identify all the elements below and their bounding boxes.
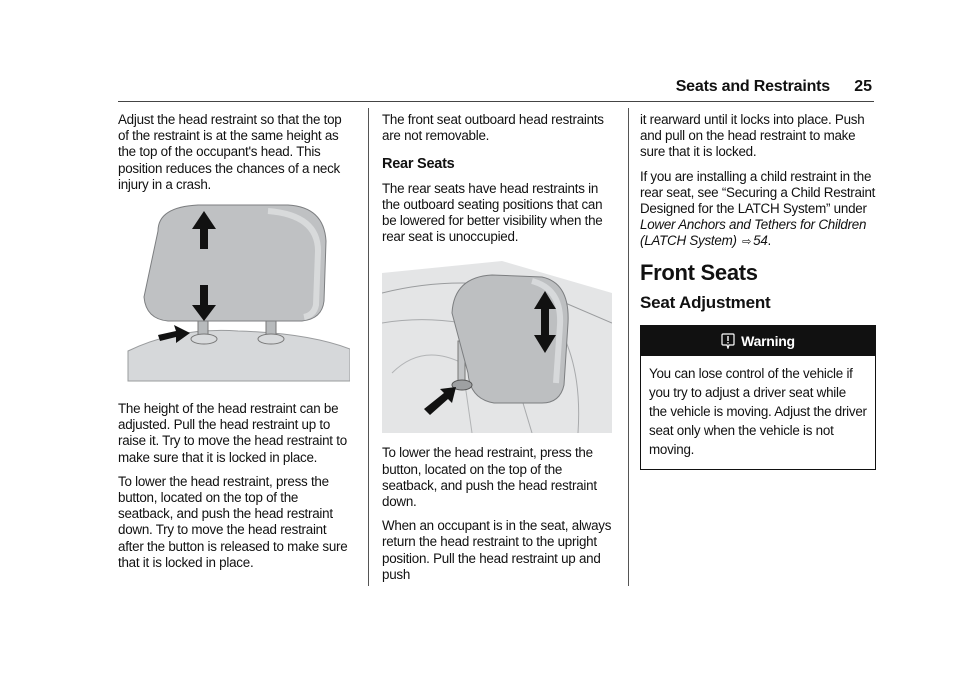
column-divider: [368, 108, 369, 586]
header-rule: [118, 101, 874, 102]
head-restraint-front-illustration: [118, 201, 350, 389]
column-1: [118, 112, 350, 579]
column-divider: [628, 108, 629, 586]
sentence-end: .: [767, 233, 772, 249]
page-number: 25: [854, 78, 872, 95]
warning-box: [640, 325, 876, 470]
cross-reference-page: 54: [753, 233, 768, 249]
paragraph: Adjust the head restraint so that the top of the restraint is at the same height as the top of the occupant's head. This position reduces the chances of a neck injury in a crash.: [118, 112, 342, 192]
paragraph: To lower the head restraint, press the button, located on the top of the seatback, and push the head restraint down.: [382, 445, 597, 510]
paragraph: it rearward until it locks into place. Push and pull on the head restraint to make sure that it is locked.: [640, 112, 865, 160]
warning-icon: [721, 333, 735, 349]
page-header: [0, 78, 960, 108]
paragraph: The height of the head restraint can be adjusted. Pull the head restraint up to raise it. Try to move the head restraint to make sure that it is locked in place.: [118, 401, 347, 465]
paragraph: The rear seats have head restraints in the outboard seating positions that can be lowered for better visibility when the rear seat is unoccupied.: [382, 180, 603, 245]
page-reference-icon: ⇨: [742, 236, 752, 249]
paragraph: To lower the head restraint, press the button, located on the top of the seatback, and push the head restraint down. Try to move the head restraint after the button is released to make sure that it is locked in place.: [118, 473, 348, 570]
cross-reference-link[interactable]: [640, 217, 866, 248]
column-2: [382, 112, 614, 591]
heading-seat-adjustment: Seat Adjustment: [640, 292, 771, 312]
paragraph: The front seat outboard head restraints are not removable.: [382, 112, 604, 144]
section-heading-rear-seats: Rear Seats: [382, 156, 455, 173]
warning-text: You can lose control of the vehicle if you try to adjust a driver seat while the vehicle is moving. Adjust the driver seat only when the vehicle is not moving.: [649, 366, 867, 458]
column-3: [640, 112, 876, 470]
warning-title: Warning: [741, 333, 795, 350]
head-restraint-rear-illustration: [382, 253, 612, 433]
paragraph: [640, 169, 876, 251]
section-title: Seats and Restraints: [675, 78, 830, 95]
heading-front-seats: Front Seats: [640, 259, 758, 285]
cross-reference-title: Lower Anchors and Tethers for Children (LATCH System): [640, 217, 867, 249]
paragraph-text: If you are installing a child restraint in the rear seat, see “Securing a Child Restraint Designed for the LATCH System” under: [640, 168, 876, 217]
paragraph: When an occupant is in the seat, always return the head restraint to the upright position. Pull the head restraint up and push: [382, 518, 612, 582]
warning-header: [641, 326, 875, 356]
